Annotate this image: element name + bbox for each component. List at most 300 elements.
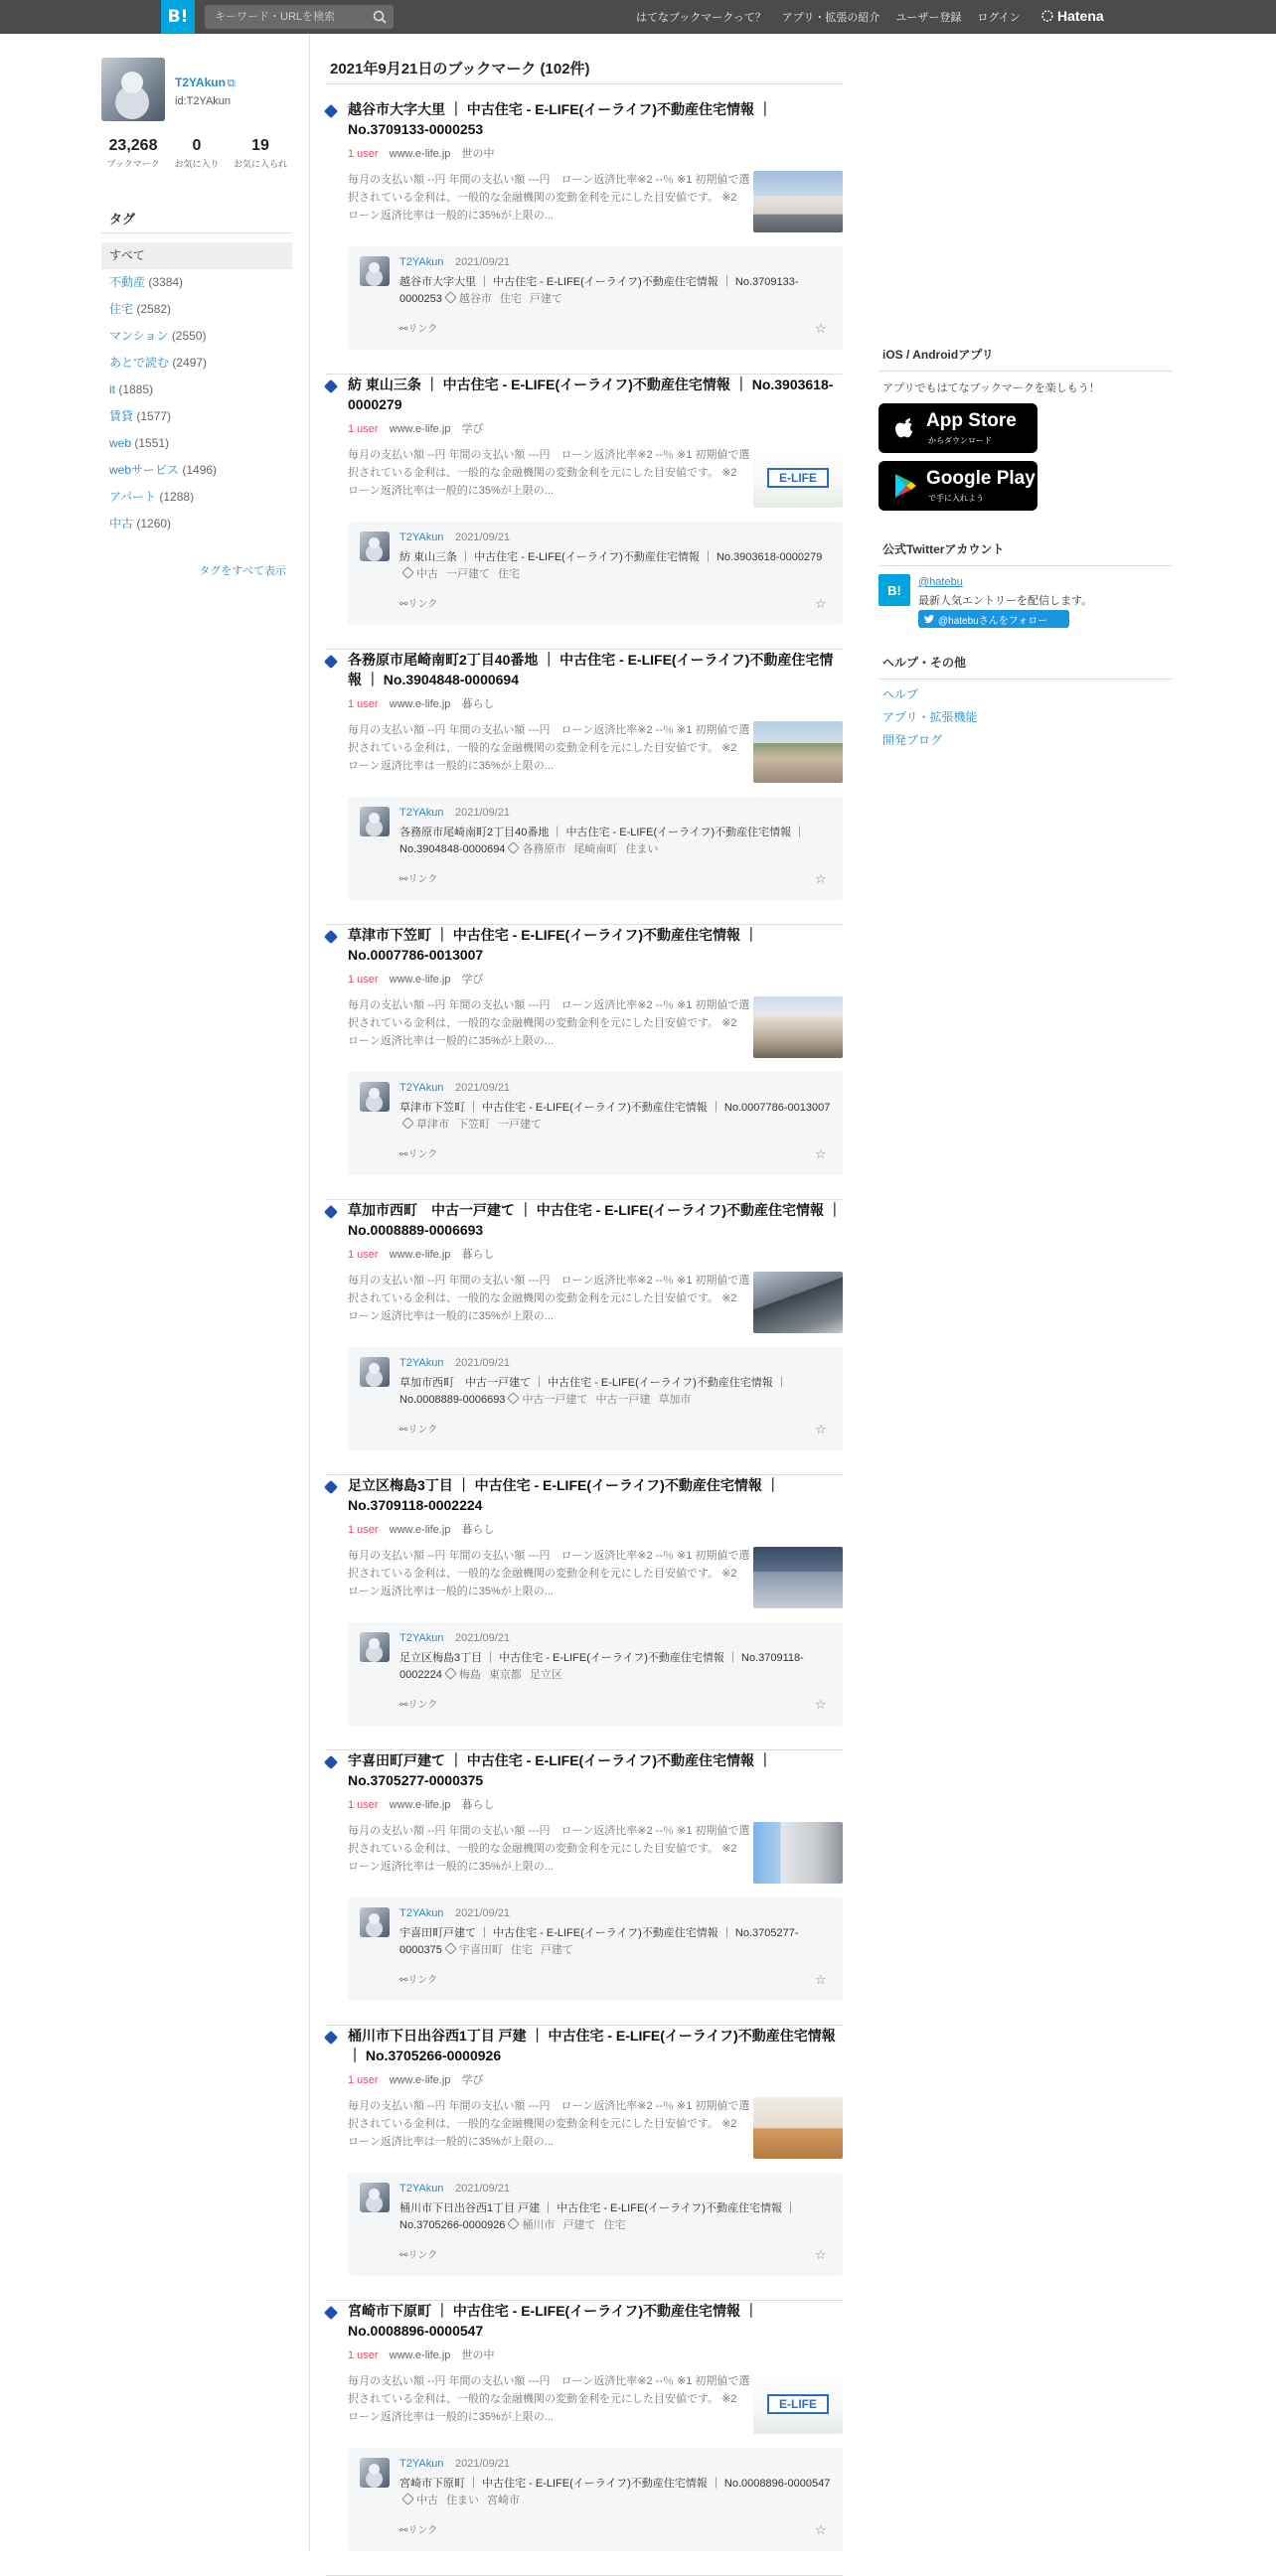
comment-user-link[interactable]: T2YAkun xyxy=(399,2458,444,2470)
comment-body: 宇喜田町戸建て ｜ 中古住宅 - E-LIFE(イーライフ)不動産住宅情報 ｜ No.3705277-0000375 xyxy=(399,1927,799,1956)
avatar[interactable] xyxy=(360,256,390,286)
entry-description: 毎月の支払い額 --円 年間の支払い額 ---円 ローン返済比率※2 --％ ※1 初期値で選択されている金利は、一般的な金融機関の変動金利を元にした目安値です。 ※2 ローン返済比率は一般的に35%が上限の... xyxy=(348,2100,750,2148)
site-favicon-icon xyxy=(324,379,338,393)
tag-count: (1551) xyxy=(134,436,170,450)
show-all-tags-link[interactable]: タグをすべて表示 xyxy=(199,565,286,577)
app-store-sub: からダウンロード xyxy=(928,436,992,445)
right-sidebar xyxy=(878,346,1173,748)
comment-tag[interactable]: 一戸建て xyxy=(446,568,490,580)
avatar[interactable] xyxy=(360,2458,390,2488)
tag-count: (3384) xyxy=(148,275,184,289)
stat-number: 19 xyxy=(251,137,269,154)
avatar[interactable] xyxy=(101,58,165,121)
comment-tag[interactable]: 住宅 xyxy=(510,1944,533,1956)
search-icon[interactable] xyxy=(372,9,388,25)
help-links xyxy=(878,685,1173,748)
stat-number: 23,268 xyxy=(108,137,158,154)
tag-icon xyxy=(444,1667,457,1680)
user-count-link[interactable]: 1 user xyxy=(348,2074,379,2086)
entry-description: 毎月の支払い額 --円 年間の支払い額 ---円 ローン返済比率※2 --％ ※1 初期値で選択されている金利は、一般的な金融機関の変動金利を元にした目安値です。 ※2 ローン返済比率は一般的に35%が上限の... xyxy=(348,1275,750,1322)
comment-tag[interactable]: 下笠町 xyxy=(457,1119,490,1131)
add-star-icon[interactable]: ☆ xyxy=(815,871,827,886)
entry-thumbnail[interactable] xyxy=(753,446,843,508)
comment-tag[interactable]: 尾崎南町 xyxy=(573,843,618,855)
comment-tag[interactable]: 戸建て xyxy=(562,2219,596,2231)
entry-meta xyxy=(348,1796,494,1812)
apps-extensions-link[interactable]: アプリ・拡張機能 xyxy=(882,710,978,724)
apple-icon xyxy=(892,414,918,442)
entry-description: 毎月の支払い額 --円 年間の支払い額 ---円 ローン返済比率※2 --％ ※1 初期値で選択されている金利は、一般的な金融機関の変動金利を元にした目安値です。 ※2 ローン返済比率は一般的に35%が上限の... xyxy=(348,1825,750,1873)
comment-link[interactable] xyxy=(399,1421,437,1436)
tag-count: (1496) xyxy=(182,463,218,477)
bookmark-entry xyxy=(326,375,843,650)
comment-link[interactable] xyxy=(399,1971,437,1986)
entry-title-link[interactable]: 宮崎市下原町 ｜ 中古住宅 - E-LIFE(イーライフ)不動産住宅情報 ｜ No.0008896-0000547 xyxy=(348,2303,758,2339)
bookmark-entry xyxy=(326,925,843,1200)
stat-label: お気に入られ xyxy=(233,159,287,169)
link-icon: ⚯ xyxy=(399,1700,408,1711)
comment-tags xyxy=(446,1944,581,1956)
entry-meta xyxy=(348,971,483,986)
page-title: 2021年9月21日のブックマーク (102件) xyxy=(330,61,590,77)
site-favicon-icon xyxy=(324,1755,338,1769)
external-link-icon: ⧉ xyxy=(227,77,236,89)
hatebu-logo-small[interactable]: B! xyxy=(878,574,910,606)
entry-thumbnail[interactable] xyxy=(753,721,843,783)
comment-tag[interactable]: 足立区 xyxy=(529,1669,562,1681)
comment-body: 草津市下笠町 ｜ 中古住宅 - E-LIFE(イーライフ)不動産住宅情報 ｜ No.0007786-0013007 xyxy=(399,1102,831,1114)
tag-link[interactable]: 中古 xyxy=(109,517,134,530)
entry-thumbnail[interactable] xyxy=(753,996,843,1058)
tag-link[interactable]: 賃貸 xyxy=(109,409,134,423)
entry-description: 毎月の支払い額 --円 年間の支払い額 ---円 ローン返済比率※2 --％ ※1 初期値で選択されている金利は、一般的な金融機関の変動金利を元にした目安値です。 ※2 ローン返済比率は一般的に35%が上限の... xyxy=(348,1550,750,1597)
bookmark-entry xyxy=(326,99,843,375)
tag-icon xyxy=(508,2217,521,2230)
google-play-label: Google Play xyxy=(926,468,1036,489)
comment-user-link[interactable]: T2YAkun xyxy=(399,1907,444,1919)
comment-text xyxy=(399,825,833,858)
twitter-follow-button[interactable] xyxy=(918,610,1069,628)
tag-count: (2582) xyxy=(136,302,172,316)
bookmark-comment xyxy=(348,1622,843,1726)
comment-link-label: リンク xyxy=(407,2525,438,2536)
user-count-link[interactable]: 1 user xyxy=(348,1249,379,1261)
link-icon: ⚯ xyxy=(399,2525,408,2536)
tag-count: (1577) xyxy=(136,409,172,423)
domain-link[interactable]: www.e-life.jp xyxy=(389,1249,451,1261)
search-input[interactable] xyxy=(205,5,364,29)
comment-tag[interactable]: 戸建て xyxy=(540,1944,573,1956)
entry-description: 毎月の支払い額 --円 年間の支払い額 ---円 ローン返済比率※2 --％ ※1 初期値で選択されている金利は、一般的な金融機関の変動金利を元にした目安値です。 ※2 ローン返済比率は一般的に35%が上限の... xyxy=(348,999,750,1047)
tag-link[interactable]: webサービス xyxy=(109,463,180,477)
comment-link[interactable] xyxy=(399,1145,437,1160)
app-store-button[interactable] xyxy=(878,403,1037,453)
bookmark-comment xyxy=(348,246,843,350)
comment-date[interactable]: 2021/09/21 xyxy=(455,1357,511,1369)
user-count-link[interactable]: 1 user xyxy=(348,1524,379,1536)
entry-title-link[interactable]: 草加市西町 中古一戸建て ｜ 中古住宅 - E-LIFE(イーライフ)不動産住宅情報 ｜ No.0008889-0006693 xyxy=(348,1202,842,1238)
tag-count: (2497) xyxy=(172,356,208,370)
google-play-icon xyxy=(892,472,918,500)
comment-user-link[interactable]: T2YAkun xyxy=(399,1357,444,1369)
comment-tag[interactable]: 宇喜田町 xyxy=(458,1944,503,1956)
nav-register-link[interactable]: ユーザー登録 xyxy=(895,12,962,24)
bookmark-comment xyxy=(348,522,843,625)
comment-link-label: リンク xyxy=(407,1425,438,1436)
add-star-icon[interactable]: ☆ xyxy=(815,2247,827,2262)
bookmark-comment xyxy=(348,1897,843,2001)
comment-tags xyxy=(446,293,570,305)
comment-user-link[interactable]: T2YAkun xyxy=(399,807,444,819)
comment-tag[interactable]: 一戸建て xyxy=(498,1119,542,1131)
comment-date[interactable]: 2021/09/21 xyxy=(455,1632,511,1644)
comment-tag[interactable]: 草津市 xyxy=(416,1119,449,1131)
comment-link[interactable] xyxy=(399,320,437,335)
stat-label: ブックマーク xyxy=(106,159,160,169)
link-icon: ⚯ xyxy=(399,1975,408,1986)
comment-date[interactable]: 2021/09/21 xyxy=(455,2458,511,2470)
comment-date[interactable]: 2021/09/21 xyxy=(455,1907,511,1919)
domain-link[interactable]: www.e-life.jp xyxy=(389,148,451,160)
bookmark-entry xyxy=(326,1475,843,1750)
domain-link[interactable]: www.e-life.jp xyxy=(389,1799,451,1811)
stat-number: 0 xyxy=(192,137,202,154)
avatar[interactable] xyxy=(360,1907,390,1937)
domain-link[interactable]: www.e-life.jp xyxy=(389,423,451,435)
domain-link[interactable]: www.e-life.jp xyxy=(389,698,451,710)
hatena-brand[interactable] xyxy=(1041,8,1104,24)
site-favicon-icon xyxy=(324,930,338,944)
comment-date[interactable]: 2021/09/21 xyxy=(455,807,511,819)
comment-tag[interactable]: 越谷市 xyxy=(458,293,492,305)
comment-text xyxy=(399,1100,833,1134)
comment-tag[interactable]: 中古一戸建て xyxy=(522,1394,588,1406)
category-link[interactable]: 学び xyxy=(461,423,484,435)
comment-tag[interactable]: 草加市 xyxy=(658,1394,692,1406)
comment-link-label: リンク xyxy=(407,1149,438,1160)
bookmark-comment xyxy=(348,797,843,900)
tag-item xyxy=(101,511,292,537)
twitter-bird-icon xyxy=(924,615,934,624)
tag-item-all[interactable] xyxy=(101,242,292,269)
apps-heading: iOS / Androidアプリ xyxy=(882,348,994,362)
site-favicon-icon xyxy=(324,1480,338,1494)
entry-title-link[interactable]: 各務原市尾崎南町2丁目40番地 ｜ 中古住宅 - E-LIFE(イーライフ)不動産住宅情報 ｜ No.3904848-0000694 xyxy=(348,652,834,687)
domain-link[interactable]: www.e-life.jp xyxy=(389,1524,451,1536)
comment-tags xyxy=(446,1669,570,1681)
tag-icon xyxy=(508,1392,521,1405)
entry-thumbnail[interactable] xyxy=(753,1822,843,1884)
entry-title-link[interactable]: 越谷市大字大里 ｜ 中古住宅 - E-LIFE(イーライフ)不動産住宅情報 ｜ No.3709133-0000253 xyxy=(348,101,772,137)
comment-tag[interactable]: 戸建て xyxy=(529,293,562,305)
domain-link[interactable]: www.e-life.jp xyxy=(389,2349,451,2361)
comment-tags xyxy=(403,568,528,580)
add-star-icon[interactable]: ☆ xyxy=(815,1422,827,1437)
stat-followers[interactable] xyxy=(229,137,292,170)
hatena-brand-label: Hatena xyxy=(1057,8,1104,24)
entry-title-link[interactable]: 草津市下笠町 ｜ 中古住宅 - E-LIFE(イーライフ)不動産住宅情報 ｜ No.0007786-0013007 xyxy=(348,927,758,963)
category-link[interactable]: 暮らし xyxy=(461,698,495,710)
tag-icon xyxy=(401,2493,414,2505)
comment-text xyxy=(399,2476,833,2509)
comment-tag[interactable]: 中古一戸建 xyxy=(595,1394,651,1406)
entry-meta xyxy=(348,2071,483,2087)
apps-text: アプリでもはてなブックマークを楽しもう！ xyxy=(882,382,1100,394)
entry-title-link[interactable]: 足立区梅島3丁目 ｜ 中古住宅 - E-LIFE(イーライフ)不動産住宅情報 ｜ No.3709118-0002224 xyxy=(348,1477,780,1513)
top-bar xyxy=(0,0,1276,34)
tag-icon xyxy=(444,1942,457,1955)
column-divider xyxy=(309,34,310,2551)
entry-description: 毎月の支払い額 --円 年間の支払い額 ---円 ローン返済比率※2 --％ ※1 初期値で選択されている金利は、一般的な金融機関の変動金利を元にした目安値です。 ※2 ローン返済比率は一般的に35%が上限の... xyxy=(348,174,750,222)
avatar[interactable] xyxy=(360,531,390,561)
divider xyxy=(878,565,1173,566)
entry-thumbnail[interactable] xyxy=(753,171,843,232)
site-favicon-icon xyxy=(324,1205,338,1219)
comment-link[interactable] xyxy=(399,2246,437,2261)
tag-icon xyxy=(444,291,457,304)
search-box xyxy=(205,5,394,29)
nav-about-link[interactable]: はてなブックマークって？ xyxy=(636,12,766,24)
help-link[interactable]: ヘルプ xyxy=(882,687,919,701)
comment-text xyxy=(399,2200,833,2234)
tag-link[interactable]: web xyxy=(109,436,132,450)
hatebu-logo[interactable]: B! xyxy=(161,0,195,34)
avatar[interactable] xyxy=(360,1632,390,1662)
comment-tags xyxy=(509,1394,699,1406)
tag-item xyxy=(101,269,292,296)
user-count-link[interactable]: 1 user xyxy=(348,423,379,435)
link-icon: ⚯ xyxy=(399,599,408,610)
comment-user-link[interactable]: T2YAkun xyxy=(399,256,444,268)
comment-link-label: リンク xyxy=(407,1975,438,1986)
entry-meta xyxy=(348,695,494,711)
comment-text xyxy=(399,1925,833,1959)
comment-tag[interactable]: 住宅 xyxy=(498,568,520,580)
divider xyxy=(101,232,292,233)
category-link[interactable]: 暮らし xyxy=(461,1524,495,1536)
link-icon: ⚯ xyxy=(399,874,408,885)
comment-user-link[interactable]: T2YAkun xyxy=(399,1632,444,1644)
tag-item xyxy=(101,377,292,403)
add-star-icon[interactable]: ☆ xyxy=(815,1697,827,1712)
tag-link[interactable]: it xyxy=(109,382,115,396)
domain-link[interactable]: www.e-life.jp xyxy=(389,974,451,985)
profile-stats xyxy=(101,137,292,170)
tag-count: (1885) xyxy=(118,382,154,396)
comment-link[interactable] xyxy=(399,870,437,885)
entry-meta xyxy=(348,1246,494,1262)
google-play-sub: で手に入れよう xyxy=(928,494,984,503)
comment-link-label: リンク xyxy=(407,2250,438,2261)
tag-count: (1260) xyxy=(136,517,172,530)
tag-item xyxy=(101,484,292,511)
comment-user-link[interactable]: T2YAkun xyxy=(399,2183,444,2195)
dev-blog-link[interactable]: 開発ブログ xyxy=(882,733,943,747)
tag-icon xyxy=(401,566,414,579)
comment-tag[interactable]: 住まい xyxy=(446,2495,479,2506)
tag-item xyxy=(101,350,292,377)
bookmark-entry xyxy=(326,1750,843,2026)
user-count-link[interactable]: 1 user xyxy=(348,698,379,710)
divider xyxy=(878,679,1173,680)
comment-tags xyxy=(403,2495,528,2506)
comment-link-label: リンク xyxy=(407,874,438,885)
entry-description: 毎月の支払い額 --円 年間の支払い額 ---円 ローン返済比率※2 --％ ※1 初期値で選択されている金利は、一般的な金融機関の変動金利を元にした目安値です。 ※2 ローン返済比率は一般的に35%が上限の... xyxy=(348,2375,750,2423)
comment-tag[interactable]: 梅島 xyxy=(458,1669,481,1681)
avatar[interactable] xyxy=(360,1357,390,1387)
nav-login-link[interactable]: ログイン xyxy=(977,12,1021,24)
help-heading: ヘルプ・その他 xyxy=(882,656,967,670)
comment-link[interactable] xyxy=(399,1696,437,1711)
bookmark-entry xyxy=(326,1200,843,1475)
twitter-desc: 最新人気エントリーを配信します。 xyxy=(918,595,1093,607)
avatar[interactable] xyxy=(360,807,390,836)
tag-link[interactable]: アパート xyxy=(109,490,157,504)
add-star-icon[interactable]: ☆ xyxy=(815,321,827,336)
comment-text xyxy=(399,1650,833,1684)
comment-body: 桶川市下日出谷西1丁目 戸建 ｜ 中古住宅 - E-LIFE(イーライフ)不動産住宅情報 ｜ No.3705266-0000926 xyxy=(399,2202,797,2231)
site-favicon-icon xyxy=(324,2031,338,2045)
comment-user-link[interactable]: T2YAkun xyxy=(399,531,444,543)
comment-body: 越谷市大字大里 ｜ 中古住宅 - E-LIFE(イーライフ)不動産住宅情報 ｜ No.3709133-0000253 xyxy=(399,276,799,305)
comment-date[interactable]: 2021/09/21 xyxy=(455,2183,511,2195)
profile-id: id:T2YAkun xyxy=(175,95,232,107)
elife-logo: E-LIFE xyxy=(767,2394,829,2414)
user-count-link[interactable]: 1 user xyxy=(348,974,379,985)
bookmark-entry xyxy=(326,2026,843,2301)
comment-date[interactable]: 2021/09/21 xyxy=(455,1082,511,1094)
tag-item xyxy=(101,457,292,484)
comment-tag[interactable]: 中古 xyxy=(416,568,438,580)
nav-apps-link[interactable]: アプリ・拡張の紹介 xyxy=(781,12,880,24)
divider xyxy=(326,83,843,84)
link-icon: ⚯ xyxy=(399,1425,408,1436)
comment-tags xyxy=(403,1119,550,1131)
entry-meta xyxy=(348,2347,494,2362)
entry-description: 毎月の支払い額 --円 年間の支払い額 ---円 ローン返済比率※2 --％ ※1 初期値で選択されている金利は、一般的な金融機関の変動金利を元にした目安値です。 ※2 ローン返済比率は一般的に35%が上限の... xyxy=(348,724,750,772)
entry-thumbnail[interactable] xyxy=(753,2097,843,2159)
link-icon: ⚯ xyxy=(399,324,408,335)
add-star-icon[interactable]: ☆ xyxy=(815,596,827,611)
add-star-icon[interactable]: ☆ xyxy=(815,1146,827,1161)
category-link[interactable]: 世の中 xyxy=(461,148,495,160)
avatar[interactable] xyxy=(360,1082,390,1112)
tag-all-label: すべて xyxy=(109,248,145,262)
comment-tag[interactable]: 住まい xyxy=(625,843,659,855)
twitter-heading: 公式Twitterアカウント xyxy=(882,542,1005,556)
tag-link[interactable]: 住宅 xyxy=(109,302,134,316)
comment-tag[interactable]: 宮崎市 xyxy=(487,2495,520,2506)
entry-title-link[interactable]: 桶川市下日出谷西1丁目 戸建 ｜ 中古住宅 - E-LIFE(イーライフ)不動産住宅情報 ｜ No.3705266-0000926 xyxy=(348,2028,836,2063)
tag-link[interactable]: 不動産 xyxy=(109,275,146,289)
tag-icon xyxy=(401,1117,414,1130)
comment-body: 宮崎市下原町 ｜ 中古住宅 - E-LIFE(イーライフ)不動産住宅情報 ｜ No.0008896-0000547 xyxy=(399,2478,831,2490)
tag-icon xyxy=(508,841,521,854)
category-link[interactable]: 暮らし xyxy=(461,1799,495,1811)
tag-item xyxy=(101,296,292,323)
comment-tag[interactable]: 桶川市 xyxy=(522,2219,556,2231)
comment-tag[interactable]: 中古 xyxy=(416,2495,438,2506)
comment-body: 各務原市尾崎南町2丁目40番地 ｜ 中古住宅 - E-LIFE(イーライフ)不動産住宅情報 ｜ No.3904848-0000694 xyxy=(399,827,806,855)
category-link[interactable]: 暮らし xyxy=(461,1249,495,1261)
entry-thumbnail[interactable] xyxy=(753,1272,843,1333)
comment-user-link[interactable]: T2YAkun xyxy=(399,1082,444,1094)
comment-date[interactable]: 2021/09/21 xyxy=(455,256,511,268)
twitter-account xyxy=(878,574,1173,634)
comment-link-label: リンク xyxy=(407,1700,438,1711)
tag-count: (1288) xyxy=(159,490,195,504)
entry-meta xyxy=(348,145,494,161)
bookmark-comment xyxy=(348,2173,843,2276)
entry-thumbnail[interactable] xyxy=(753,1547,843,1608)
site-favicon-icon xyxy=(324,104,338,118)
tag-item xyxy=(101,430,292,457)
twitter-handle-link[interactable]: @hatebu xyxy=(918,576,963,588)
user-count-link[interactable]: 1 user xyxy=(348,148,379,160)
comment-text xyxy=(399,549,833,583)
bookmark-comment xyxy=(348,1347,843,1450)
add-star-icon[interactable]: ☆ xyxy=(815,2522,827,2537)
comment-tag[interactable]: 住宅 xyxy=(499,293,522,305)
site-favicon-icon xyxy=(324,655,338,669)
user-count-link[interactable]: 1 user xyxy=(348,1799,379,1811)
app-store-label: App Store xyxy=(926,410,1017,431)
comment-body: 紡 東山三条 ｜ 中古住宅 - E-LIFE(イーライフ)不動産住宅情報 ｜ No.3903618-0000279 xyxy=(399,551,823,563)
entry-description: 毎月の支払い額 --円 年間の支払い額 ---円 ローン返済比率※2 --％ ※1 初期値で選択されている金利は、一般的な金融機関の変動金利を元にした目安値です。 ※2 ローン返済比率は一般的に35%が上限の... xyxy=(348,449,750,497)
google-play-button[interactable] xyxy=(878,461,1037,511)
comment-tag[interactable]: 住宅 xyxy=(603,2219,626,2231)
entry-thumbnail[interactable] xyxy=(753,2372,843,2434)
entry-list xyxy=(326,99,843,2576)
avatar[interactable] xyxy=(360,2183,390,2212)
stat-bookmarks[interactable] xyxy=(101,137,165,170)
category-link[interactable]: 学び xyxy=(461,2074,484,2086)
tag-heading: タグ xyxy=(109,212,136,227)
bookmark-entry xyxy=(326,650,843,925)
twitter-follow-label: @hatebuさんをフォロー xyxy=(938,615,1048,627)
site-favicon-icon xyxy=(324,2306,338,2320)
comment-date[interactable]: 2021/09/21 xyxy=(455,531,511,543)
tag-list xyxy=(101,242,292,537)
comment-tag[interactable]: 東京都 xyxy=(488,1669,522,1681)
comment-tag[interactable]: 各務原市 xyxy=(522,843,566,855)
elife-logo: E-LIFE xyxy=(767,468,829,488)
bookmark-comment xyxy=(348,1072,843,1175)
comment-body: 足立区梅島3丁目 ｜ 中古住宅 - E-LIFE(イーライフ)不動産住宅情報 ｜ No.3709118-0002224 xyxy=(399,1652,804,1681)
entry-title-link[interactable]: 宇喜田町戸建て ｜ 中古住宅 - E-LIFE(イーライフ)不動産住宅情報 ｜ No.3705277-0000375 xyxy=(348,1752,772,1788)
link-icon: ⚯ xyxy=(399,1149,408,1160)
comment-tags xyxy=(509,2219,633,2231)
category-link[interactable]: 世の中 xyxy=(461,2349,495,2361)
category-link[interactable]: 学び xyxy=(461,974,484,985)
add-star-icon[interactable]: ☆ xyxy=(815,1972,827,1987)
tag-link[interactable]: あとで読む xyxy=(109,356,170,370)
entry-title-link[interactable]: 紡 東山三条 ｜ 中古住宅 - E-LIFE(イーライフ)不動産住宅情報 ｜ No.3903618-0000279 xyxy=(348,377,834,412)
comment-link[interactable] xyxy=(399,595,437,610)
tag-link[interactable]: マンション xyxy=(109,329,169,343)
comment-link-label: リンク xyxy=(407,324,438,335)
stat-favorites[interactable] xyxy=(165,137,229,170)
tag-count: (2550) xyxy=(171,329,207,343)
comment-link[interactable] xyxy=(399,2521,437,2536)
divider xyxy=(878,371,1173,372)
tag-item xyxy=(101,403,292,430)
tag-item xyxy=(101,323,292,350)
domain-link[interactable]: www.e-life.jp xyxy=(389,2074,451,2086)
user-count-link[interactable]: 1 user xyxy=(348,2349,379,2361)
profile-name[interactable] xyxy=(175,76,236,90)
link-icon: ⚯ xyxy=(399,2250,408,2261)
